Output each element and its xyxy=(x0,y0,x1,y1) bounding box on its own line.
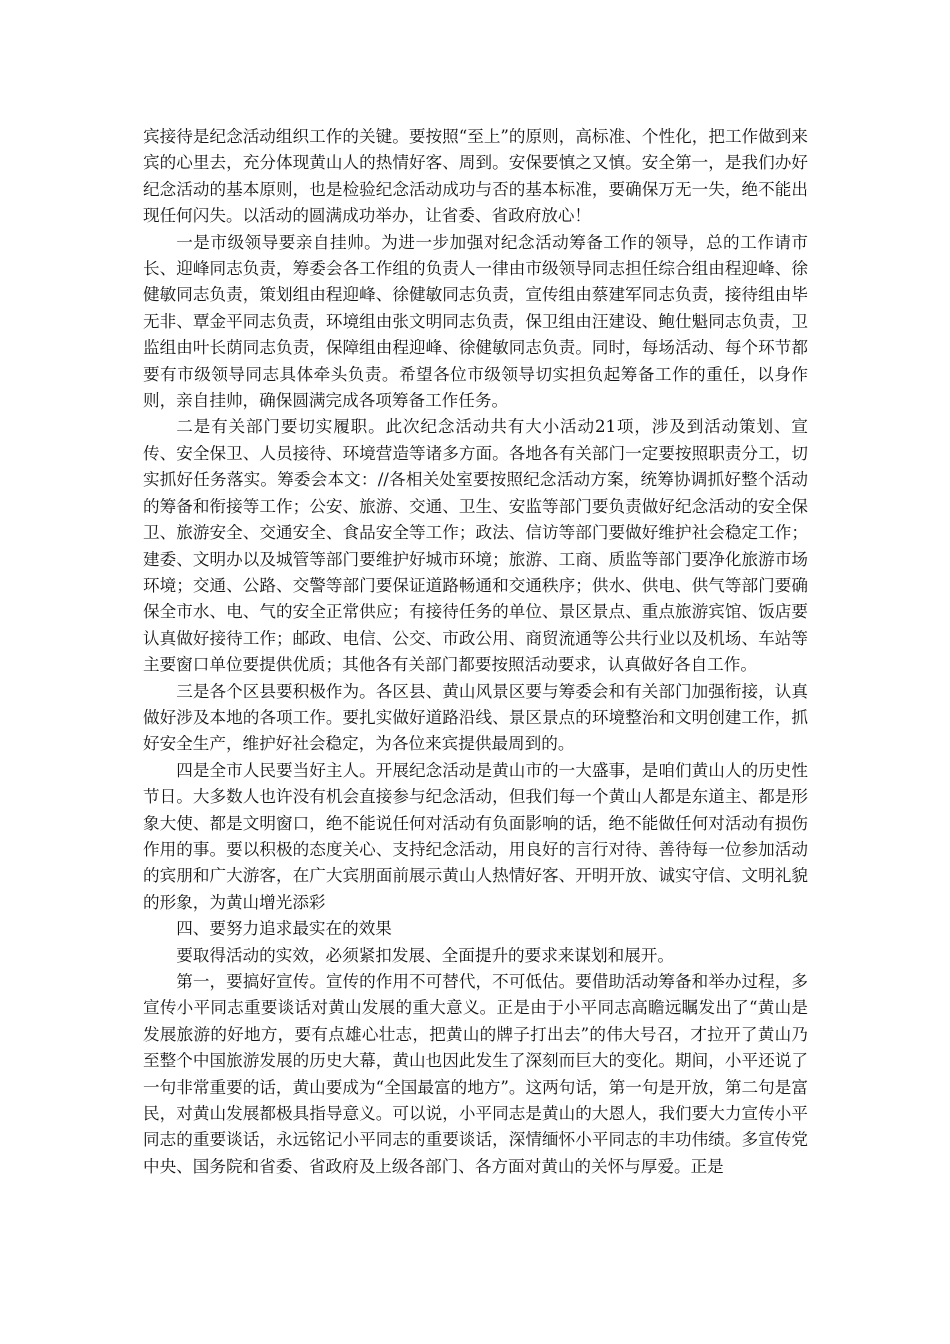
paragraph-districts: 三是各个区县要积极作为。各区县、黄山风景区要与筹委会和有关部门加强衔接，认真做好涉及本地的各项工作。要扎实做好道路沿线、景区景点的环境整治和文明创建工作，抓好安全生产，维护好社会稳定，为各位来宾提供最周到的。 xyxy=(143,681,808,754)
paragraph-citizens: 四是全市人民要当好主人。开展纪念活动是黄山市的一大盛事，是咱们黄山人的历史性节日。大多数人也许没有机会直接参与纪念活动，但我们每一个黄山人都是东道主、都是形象大使、都是文明窗口，绝不能说任何对活动有负面影响的话，绝不能做任何对活动有损伤作用的事。要以积极的态度关心、支持纪念活动，用良好的言行对待、善待每一位参加活动的宾朋和广大游客，在广大宾朋面前展示黄山人热情好客、开明开放、诚实守信、文明礼貌的形象，为黄山增光添彩 xyxy=(143,760,808,912)
paragraph-leadership: 一是市级领导要亲自挂帅。为进一步加强对纪念活动筹备工作的领导，总的工作请市长、迎峰同志负责，筹委会各工作组的负责人一律由市级领导同志担任综合组由程迎峰、徐健敏同志负责，策划组由程迎峰、徐健敏同志负责，宣传组由蔡建军同志负责，接待组由毕无非、覃金平同志负责，环境组由张文明同志负责，保卫组由汪建设、鲍仕魁同志负责，卫监组由叶长荫同志负责，保障组由程迎峰、徐健敏同志负责。同时，每场活动、每个环节都要有市级领导同志具体牵头负责。希望各位市级领导切实担负起筹备工作的重任，以身作则，亲自挂帅，确保圆满完成各项筹备工作任务。 xyxy=(143,232,808,411)
paragraph-publicity: 第一，要搞好宣传。宣传的作用不可替代，不可低估。要借助活动筹备和举办过程，多宣传小平同志重要谈话对黄山发展的重大意义。正是由于小平同志高瞻远瞩发出了“黄山是发展旅游的好地方，要有点雄心壮志，把黄山的牌子打出去”的伟大号召，才拉开了黄山乃至整个中国旅游发展的历史大幕，黄山也因此发生了深刻而巨大的变化。期间，小平还说了一句非常重要的话，黄山要成为“全国最富的地方”。这两句话，第一句是开放，第二句是富民，对黄山发展都极具指导意义。可以说，小平同志是黄山的大恩人，我们要大力宣传小平同志的重要谈话，永远铭记小平同志的重要谈话，深情缅怀小平同志的丰功伟绩。多宣传党中央、国务院和省委、省政府及上级各部门、各方面对黄山的关怀与厚爱。正是 xyxy=(143,972,808,1176)
section-heading: 四、要努力追求最实在的效果 xyxy=(176,919,392,939)
paragraph-departments: 二是有关部门要切实履职。此次纪念活动共有大小活动21项，涉及到活动策划、宣传、安全保卫、人员接待、环境营造等诸多方面。各地各有关部门一定要按照职责分工，切实抓好任务落实。筹委会本文：//各相关处室要按照纪念活动方案，统筹协调抓好整个活动的筹备和衔接等工作；公安、旅游、交通、卫生、安监等部门要负责做好纪念活动的安全保卫、旅游安全、交通安全、食品安全等工作；政法、信访等部门要做好维护社会稳定工作；建委、文明办以及城管等部门要维护好城市环境；旅游、工商、质监等部门要净化旅游市场环境；交通、公路、交警等部门要保证道路畅通和交通秩序；供水、供电、供气等部门要确保全市水、电、气的安全正常供应；有接待任务的单位、景区景点、重点旅游宾馆、饭店要认真做好接待工作；邮政、电信、公交、市政公用、商贸流通等公共行业以及机场、车站等主要窗口单位要提供优质；其他各有关部门都要按照活动要求，认真做好各自工作。 xyxy=(143,417,808,675)
paragraph-intro: 要取得活动的实效，必须紧扣发展、全面提升的要求来谋划和展开。 xyxy=(176,945,674,965)
document-body xyxy=(143,124,808,1180)
paragraph-hospitality: 宾接待是纪念活动组织工作的关键。要按照“至上”的原则，高标准、个性化，把工作做到来宾的心里去，充分体现黄山人的热情好客、周到。安保要慎之又慎。安全第一，是我们办好纪念活动的基本原则，也是检验纪念活动成功与否的基本标准，要确保万无一失，绝不能出现任何闪失。以活动的圆满成功举办，让省委、省政府放心！ xyxy=(143,127,808,226)
